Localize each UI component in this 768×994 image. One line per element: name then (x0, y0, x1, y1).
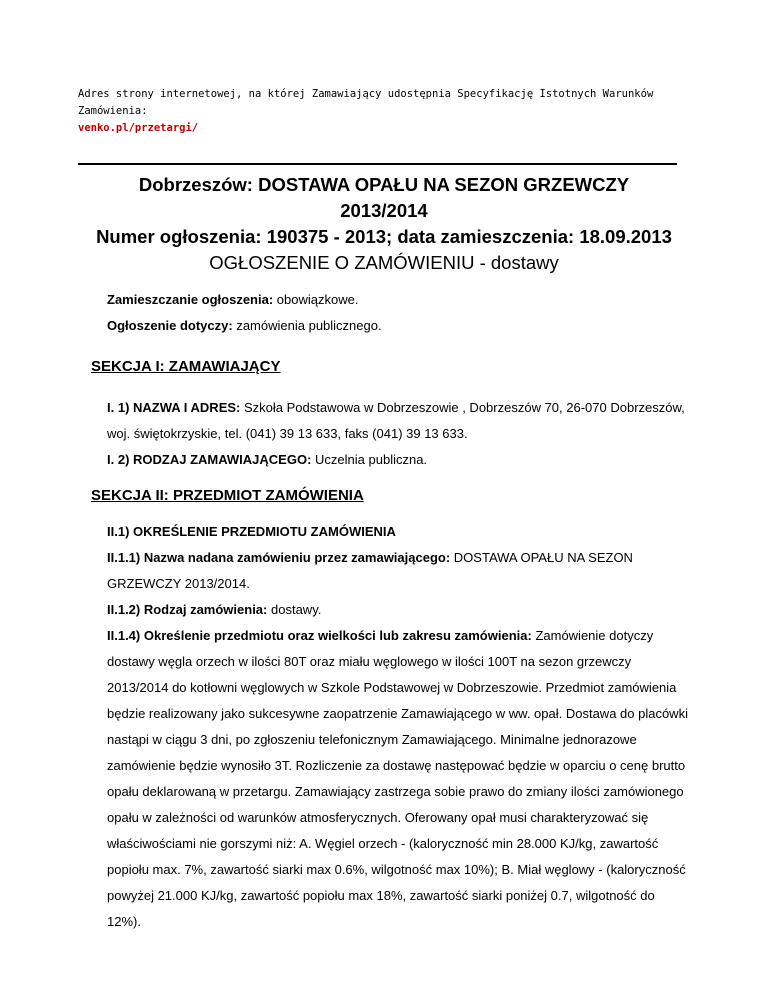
section2-heading: SEKCJA II: PRZEDMIOT ZAMÓWIENIA (91, 487, 364, 504)
contracting-type-row (107, 447, 689, 473)
section2-body (107, 519, 689, 935)
placement-row (107, 290, 687, 310)
contracting-type-label: I. 2) RODZAJ ZAMAWIAJĄCEGO: (107, 452, 312, 467)
order-name-value: DOSTAWA OPAŁU NA SEZON GRZEWCZY 2013/2014. (107, 550, 633, 591)
source-link[interactable]: venko.pl/przetargi/ (78, 122, 199, 134)
order-kind-label: II.1.2) Rodzaj zamówienia: (107, 602, 268, 617)
order-kind-value: dostawy. (271, 602, 322, 617)
subject-subheading (107, 519, 689, 545)
horizontal-rule (78, 163, 677, 165)
concerns-label: Ogłoszenie dotyczy: (107, 318, 233, 333)
order-name-label: II.1.1) Nazwa nadana zamówieniu przez zamawiającego: (107, 550, 451, 565)
contracting-name-label: I. 1) NAZWA I ADRES: (107, 400, 241, 415)
order-kind-row (107, 597, 689, 623)
order-name-row (107, 545, 689, 597)
contracting-name-value: Szkoła Podstawowa w Dobrzeszowie , Dobrzeszów 70, 26-070 Dobrzeszów, woj. świętokrzyskie, tel. (041) 39 13 633, faks (041) 39 13 633. (107, 400, 685, 441)
section1-body (107, 395, 689, 473)
title-block (78, 172, 690, 276)
notice-type: OGŁOSZENIE O ZAMÓWIENIU - dostawy (209, 252, 559, 273)
notice-title-line1: Dobrzeszów: DOSTAWA OPAŁU NA SEZON GRZEWCZY (138, 174, 630, 195)
placement-label: Zamieszczanie ogłoszenia: (107, 292, 274, 307)
concerns-value: zamówienia publicznego. (236, 318, 382, 333)
notice-title-line2: 2013/2014 (340, 200, 428, 221)
contracting-type-value: Uczelnia publiczna. (315, 452, 428, 467)
order-description-value: Zamówienie dotyczy dostawy węgla orzech w ilości 80T oraz miału węglowego w ilości 100T na sezon grzewczy 2013/2014 do kotłowni węglowych w Szkole Podstawowej w Dobrzeszowie. Przedmiot zamówienia będzie realizowany jako sukcesywne zaopatrzenie Zamawiającego w ww. opał. Dostawa do placówki nastąpi w ciągu 3 dni, po zgłoszeniu telefonicznym Zamawiającego. Minimalne jednorazowe zamówienie będzie wynosiło 3T. Rozliczenie za dostawę następować będzie w oparciu o cenę brutto opału deklarowaną w przetargu. Zamawiający zastrzega sobie prawo do zmiany ilości zamówionego opału w zależności od warunków atmosferycznych. Oferowany opał musi charakteryzować się właściwościami nie gorszymi niż: A. Węgiel orzech - (kaloryczność min 28.000 KJ/kg, zawartość popiołu max. 7%, zawartość siarki max 0.6%, wilgotność max 10%); B. Miał węglowy - (kaloryczność powyżej 21.000 KJ/kg, zawartość popiołu max 18%, zawartość siarki poniżej 0.7, wilgotność do 12%). (107, 628, 688, 929)
contracting-name-row (107, 395, 689, 447)
siwz-source-note (78, 86, 678, 137)
order-description-row (107, 623, 689, 935)
notice-number-date: Numer ogłoszenia: 190375 - 2013; data zamieszczenia: 18.09.2013 (96, 226, 672, 247)
concerns-row (107, 316, 687, 336)
subject-subheading-text: II.1) OKREŚLENIE PRZEDMIOTU ZAMÓWIENIA (107, 524, 396, 539)
placement-value: obowiązkowe. (276, 292, 359, 307)
notice-meta (107, 290, 687, 342)
source-note-text: Adres strony internetowej, na której Zamawiający udostępnia Specyfikację Istotnych Warunków Zamówienia: (78, 88, 654, 117)
order-description-label: II.1.4) Określenie przedmiotu oraz wielkości lub zakresu zamówienia: (107, 628, 532, 643)
section1-heading: SEKCJA I: ZAMAWIAJĄCY (91, 358, 281, 375)
